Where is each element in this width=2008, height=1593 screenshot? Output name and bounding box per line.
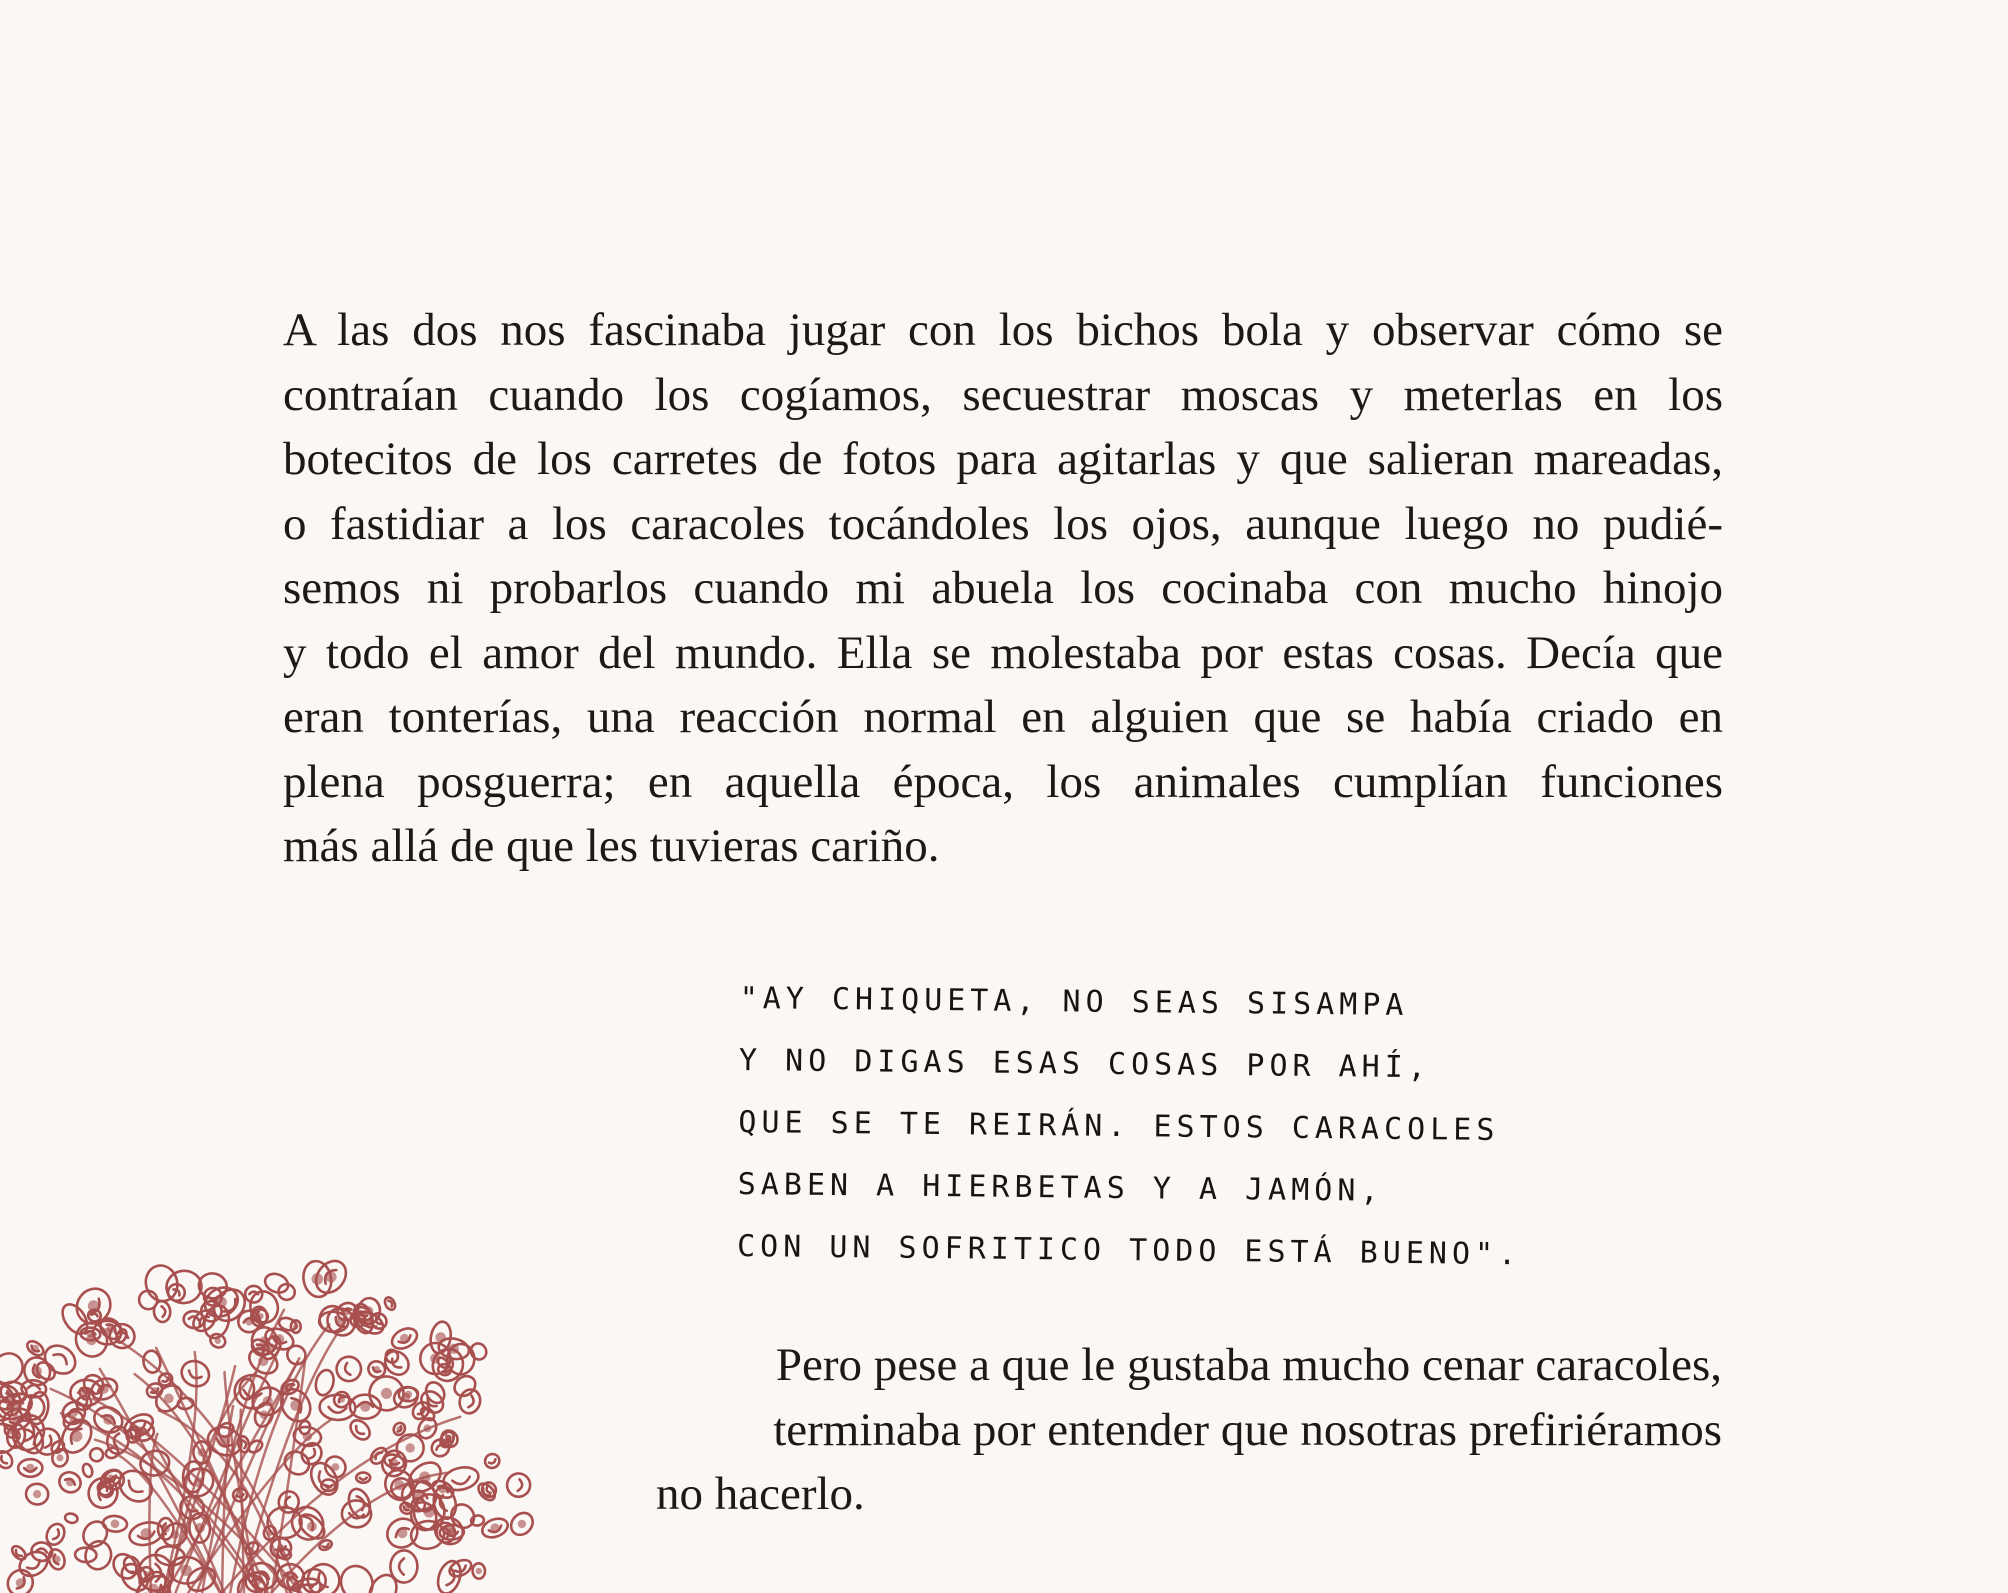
- paragraph-line: eran tonterías, una reacción normal en alguien que se había criado en: [283, 691, 1723, 743]
- quote-line: QUE SE TE REIRÁN. ESTOS CARACOLES: [738, 1104, 1500, 1148]
- handwritten-quote: [736, 968, 1522, 1286]
- paragraph-line: terminaba por entender que nosotras prefiriéramos: [773, 1403, 1722, 1456]
- paragraph-line: o fastidiar a los caracoles tocándoles los ojos, aunque luego no pudié-: [283, 497, 1723, 550]
- quote-line: Y NO DIGAS ESAS COSAS POR AHÍ,: [738, 1042, 1432, 1086]
- closing-paragraph: [656, 1333, 1722, 1527]
- paragraph-line: no hacerlo.: [656, 1468, 865, 1520]
- paragraph-line: semos ni probarlos cuando mi abuela los cocinaba con mucho hinojo: [283, 562, 1723, 614]
- quote-line: SABEN A HIERBETAS Y A JAMÓN,: [737, 1166, 1384, 1209]
- paragraph-line: y todo el amor del mundo. Ella se molestaba por estas cosas. Decía que: [283, 626, 1723, 679]
- main-paragraph: [283, 298, 1723, 879]
- paragraph-line: plena posguerra; en aquella época, los animales cumplían funciones: [283, 755, 1723, 808]
- paragraph-line: más allá de que les tuvieras cariño.: [283, 820, 940, 872]
- paragraph-line: A las dos nos fascinaba jugar con los bichos bola y observar cómo se: [283, 304, 1723, 356]
- flower-cluster-illustration: [0, 1250, 560, 1593]
- quote-line: "AY CHIQUETA, NO SEAS SISAMPA: [739, 980, 1409, 1024]
- paragraph-line: contraían cuando los cogíamos, secuestrar moscas y meterlas en los: [283, 368, 1723, 421]
- paragraph-line: botecitos de los carretes de fotos para agitarlas y que salieran mareadas,: [283, 433, 1723, 485]
- paragraph-line: Pero pese a que le gustaba mucho cenar caracoles,: [775, 1339, 1722, 1391]
- quote-line: CON UN SOFRITICO TODO ESTÁ BUENO".: [736, 1228, 1522, 1273]
